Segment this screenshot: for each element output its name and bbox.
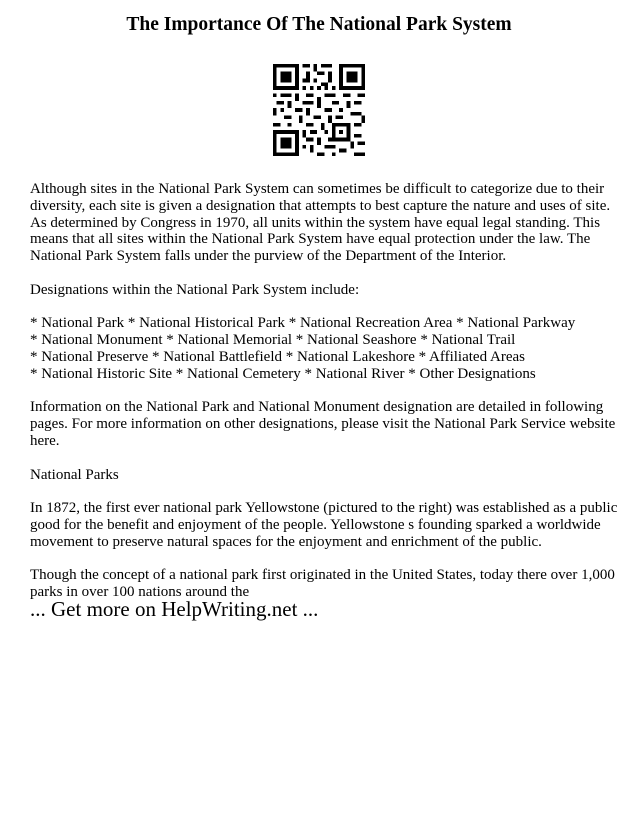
document-body <box>30 181 620 618</box>
designation-line: * National Preserve * National Battlefield * National Lakeshore * Affiliated Areas <box>30 348 525 365</box>
qr-code-icon <box>273 64 365 156</box>
yellowstone-paragraph: In 1872, the first ever national park Yellowstone (pictured to the right) was established as a public good for the benefit and enjoyment of the people. Yellowstone s founding sparked a worldwide movement to preserve natural spaces for the enjoyment and enrichment of the public. <box>30 500 618 550</box>
designation-line: * National Monument * National Memorial * National Seashore * National Trail <box>30 332 516 349</box>
page-title: The Importance Of The National Park System <box>126 14 512 35</box>
global-parks-paragraph: Though the concept of a national park first originated in the United States, today there over 1,000 parks in over 100 nations around the <box>30 567 615 601</box>
designations-heading: Designations within the National Park System include: <box>30 281 360 298</box>
section-heading: National Parks <box>30 466 119 483</box>
designations-list <box>30 315 620 382</box>
designation-line: * National Historic Site * National Cemetery * National River * Other Designations <box>30 365 536 382</box>
designation-line: * National Park * National Historical Park * National Recreation Area * National Parkway <box>30 315 576 332</box>
intro-paragraph: Although sites in the National Park System can sometimes be difficult to categorize due to their diversity, each site is given a designation that attempts to best capture the nature and uses of site. As determined by Congress in 1970, all units within the system have equal legal standing. This means that all sites within the National Park System have equal protection under the law. The National Park System falls under the purview of the Department of the Interior. <box>30 181 611 265</box>
get-more-link[interactable]: ... Get more on HelpWriting.net ... <box>30 597 319 621</box>
info-paragraph: Information on the National Park and National Monument designation are detailed in following pages. For more information on other designations, please visit the National Park Service website here. <box>30 399 616 449</box>
